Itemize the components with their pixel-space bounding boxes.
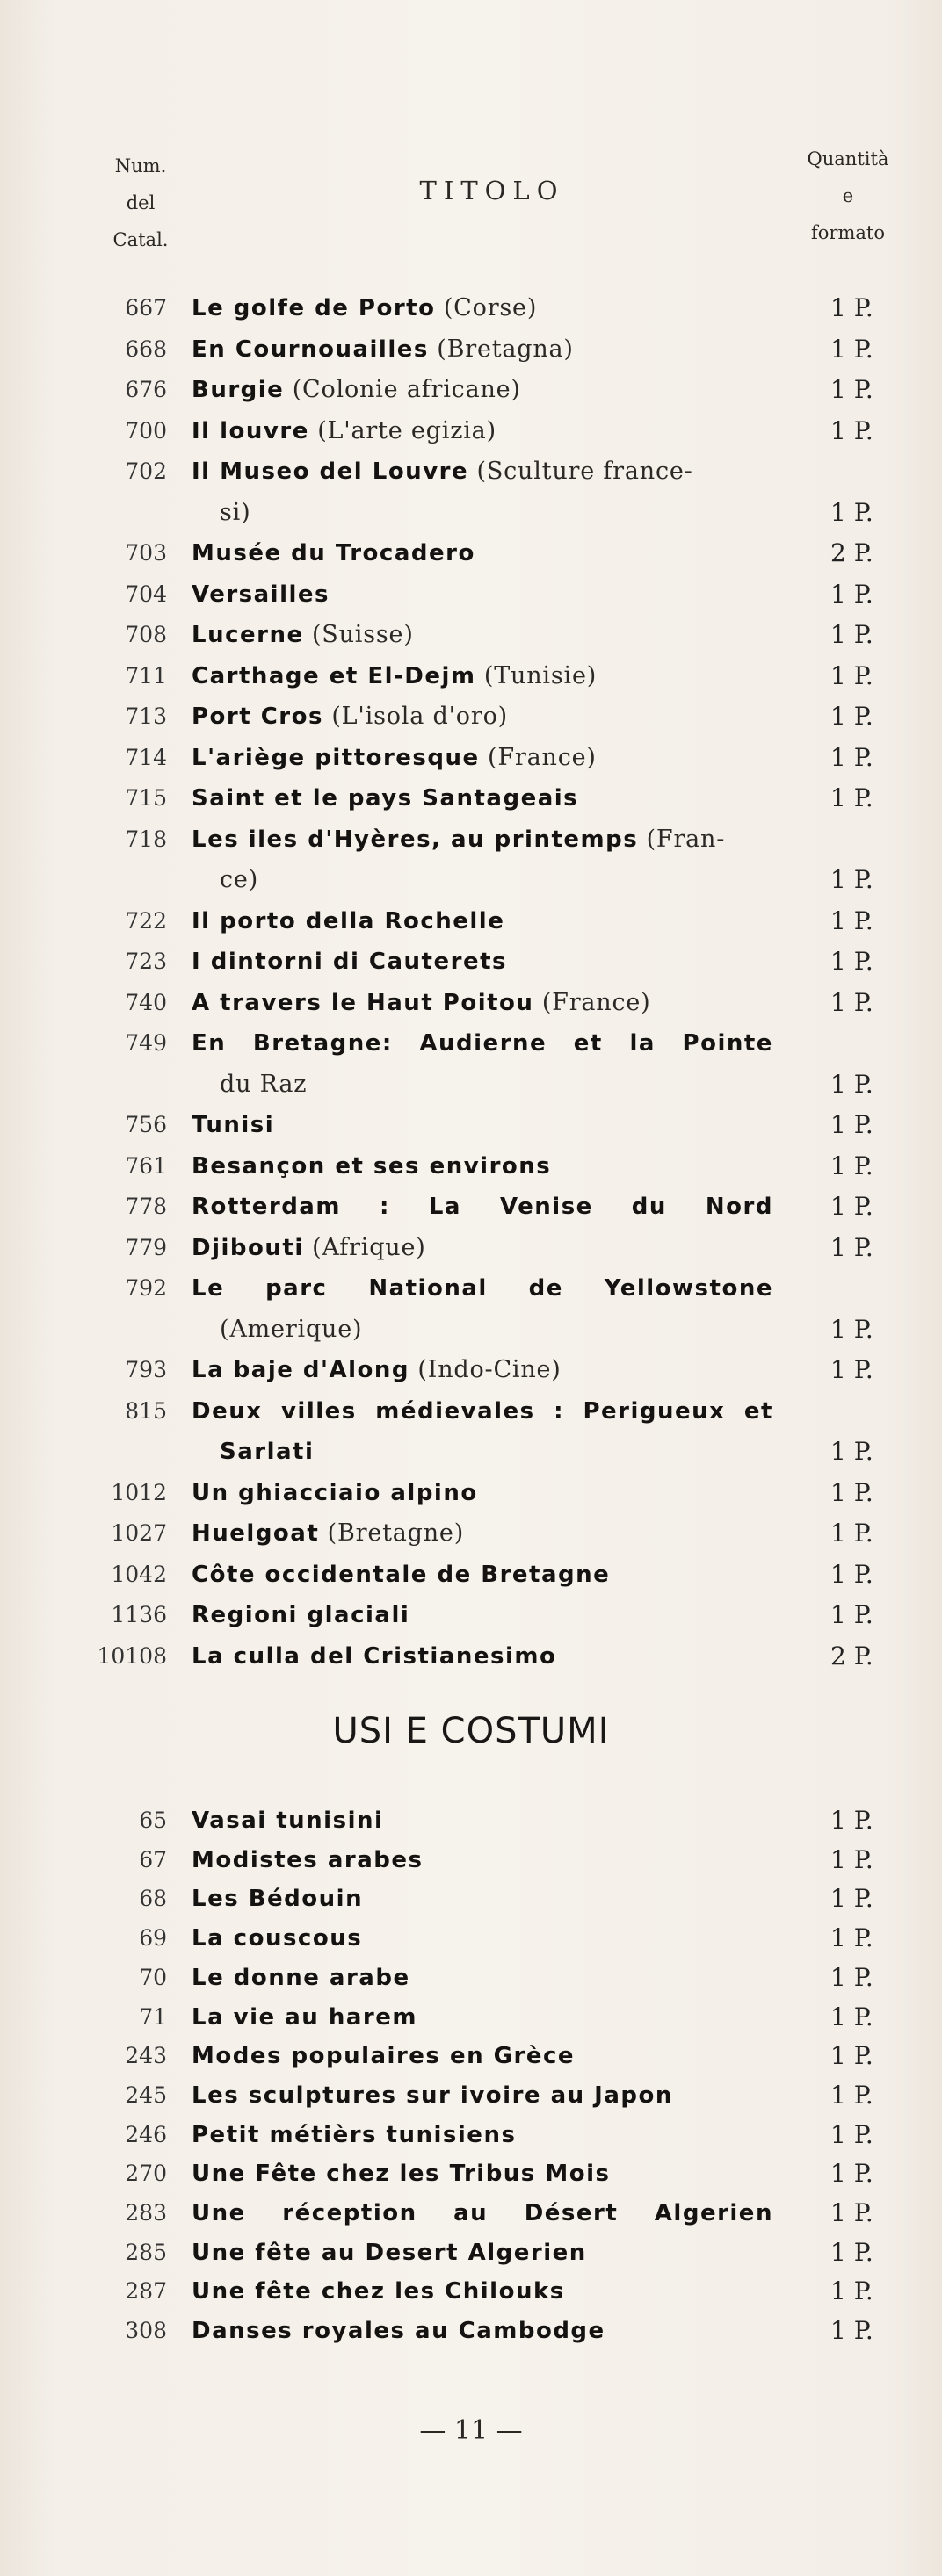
title-word: Pointe: [682, 1030, 773, 1057]
catalog-number: 761: [125, 1152, 167, 1179]
title-note: (Fran-: [638, 825, 726, 853]
item-title: [192, 2036, 575, 2076]
list-item: [0, 1432, 942, 1472]
item-title: [192, 1105, 274, 1145]
quantity: 1 P.: [830, 620, 873, 649]
title-text: Le donne arabe: [192, 1964, 410, 1991]
item-title: [192, 2311, 605, 2351]
title-note: (France): [479, 743, 597, 771]
catalog-number: 718: [125, 826, 167, 852]
list-item: [0, 1146, 942, 1187]
catalog-number: 287: [125, 2278, 167, 2305]
title-text: Petit métièrs tunisiens: [192, 2121, 517, 2148]
column-header-number: [88, 148, 193, 258]
title-text: La culla del Cristianesimo: [192, 1642, 557, 1670]
title-text: L'ariège pittoresque: [192, 744, 480, 771]
title-word: Rotterdam: [192, 1194, 341, 1220]
list-item: [0, 860, 942, 900]
title-note: (Corse): [435, 294, 538, 321]
title-text: Une fête chez les Chilouks: [192, 2278, 565, 2305]
title-word: :: [379, 1194, 390, 1220]
title-text: Saint et le pays Santageais: [192, 785, 579, 812]
catalog-number: 815: [125, 1397, 167, 1424]
title-text: Musée du Trocadero: [192, 540, 475, 566]
title-note: (Indo-Cine): [409, 1356, 562, 1383]
quantity: 1 P.: [830, 579, 873, 609]
catalog-number: 778: [125, 1194, 167, 1219]
quantity: 1 P.: [830, 1600, 873, 1629]
title-note: (Suisse): [303, 621, 414, 648]
item-title: [192, 656, 597, 696]
catalog-number: 1027: [111, 1520, 167, 1546]
catalog-number: 756: [125, 1112, 167, 1137]
title-text: A travers le Haut Poitou: [192, 989, 534, 1016]
list-item: [0, 2036, 942, 2076]
catalog-number: 243: [125, 2043, 167, 2069]
quantity: 2 P.: [830, 1641, 873, 1670]
item-title: [192, 819, 725, 860]
item-title: [192, 1918, 362, 1959]
title-word: et: [573, 1030, 603, 1057]
item-title: [192, 1350, 562, 1390]
catalog-number: 779: [125, 1234, 167, 1260]
list-item: [0, 1350, 942, 1390]
list-item: [0, 2271, 942, 2312]
quantity: 2 P.: [830, 538, 873, 567]
title-text: La couscous: [192, 1925, 363, 1952]
catalog-number: 715: [125, 785, 167, 811]
title-word: Audierne: [419, 1030, 547, 1057]
title-text: Regioni glaciali: [192, 1602, 410, 1628]
quantity: 1 P.: [830, 906, 873, 935]
title-word: réception: [282, 2200, 417, 2226]
title-text: Besançon et ses environs: [192, 1152, 552, 1180]
catalog-number: 270: [125, 2161, 167, 2187]
list-item: [0, 1064, 942, 1105]
title-word: En: [192, 1030, 227, 1057]
quantity: 1 P.: [830, 2159, 873, 2189]
title-note: (Sculture france-: [468, 458, 693, 485]
list-item: [0, 329, 942, 370]
catalog-number: 722: [125, 907, 167, 934]
list-item: [0, 1187, 942, 1227]
catalog-number: 792: [125, 1275, 167, 1301]
header-qty-line1: Quantità: [807, 148, 889, 170]
title-text: En Cournouailles: [192, 336, 429, 363]
quantity: 1 P.: [830, 865, 873, 894]
list-item: [0, 1636, 942, 1677]
list-item: [0, 901, 942, 942]
title-word: Algerien: [654, 2200, 773, 2226]
list-item: [0, 1473, 942, 1513]
title-word: National: [368, 1275, 488, 1302]
catalog-number: 723: [125, 949, 167, 974]
catalog-number: 676: [125, 377, 167, 402]
title-word: médievales: [375, 1397, 535, 1425]
catalog-number: 71: [139, 2003, 167, 2030]
title-text: Huelgoat: [192, 1520, 320, 1547]
quantity: 1 P.: [830, 660, 873, 690]
section-title: USI E COSTUMI: [332, 1711, 610, 1751]
catalog-number: 65: [139, 1808, 167, 1833]
list-item: [0, 493, 942, 533]
title-word: au: [453, 2200, 489, 2226]
quantity: 1 P.: [830, 2237, 873, 2267]
quantity: 1 P.: [830, 987, 873, 1017]
title-text: Une fête au Desert Algerien: [192, 2239, 587, 2266]
quantity: 1 P.: [830, 375, 873, 404]
item-title: [192, 1268, 773, 1309]
item-title: [192, 2271, 565, 2312]
list-item: [0, 451, 942, 492]
title-text: Les iles d'Hyères, au printemps: [192, 826, 639, 853]
title-text: Une Fête chez les Tribus Mois: [192, 2161, 611, 2188]
header-num-line1: Num.: [114, 155, 167, 177]
header-num-line2: del: [126, 192, 156, 213]
title-text: Danses royales au Cambodge: [192, 2318, 605, 2345]
quantity: 1 P.: [830, 2316, 873, 2346]
catalog-number: 708: [125, 622, 167, 647]
item-title: [192, 1555, 610, 1595]
catalog-number: 69: [139, 1925, 167, 1952]
title-note: (Afrique): [303, 1233, 426, 1261]
catalog-number: 793: [125, 1357, 167, 1382]
item-title: [192, 1840, 423, 1880]
title-text: I dintorni di Cauterets: [192, 949, 507, 975]
item-title: [192, 942, 507, 982]
list-item: [0, 942, 942, 982]
list-item: [0, 1023, 942, 1064]
title-word: la: [629, 1030, 656, 1057]
title-word: Le: [192, 1275, 225, 1302]
list-item: [0, 1918, 942, 1959]
title-word: parc: [265, 1275, 328, 1302]
catalog-number: 67: [139, 1846, 167, 1872]
catalog-number: 702: [125, 458, 167, 484]
item-title: [192, 1187, 773, 1227]
catalog-number: 1042: [111, 1561, 167, 1587]
quantity: 1 P.: [830, 1437, 873, 1466]
catalog-number: 700: [125, 417, 167, 444]
list-item: [0, 615, 942, 655]
title-text: Un ghiacciaio alpino: [192, 1479, 478, 1506]
list-item: [0, 696, 942, 737]
catalog-number: 246: [125, 2121, 167, 2147]
title-continuation: du Raz: [220, 1070, 308, 1098]
catalog-number: 714: [125, 744, 167, 770]
list-item: [0, 738, 942, 778]
title-note: (France): [533, 988, 651, 1016]
item-title: [192, 1595, 409, 1635]
list-item: [0, 1840, 942, 1880]
title-text: Carthage et El-Dejm: [192, 662, 476, 689]
quantity: 1 P.: [830, 2198, 873, 2227]
page-number: — 11 —: [419, 2415, 523, 2446]
quantity: 1 P.: [830, 1844, 873, 1874]
item-title: [192, 370, 521, 410]
catalog-number: 285: [125, 2239, 167, 2265]
catalog-number: 1012: [111, 1479, 167, 1505]
item-title: [192, 2075, 673, 2116]
list-item: [0, 2193, 942, 2233]
list-item: [0, 778, 942, 819]
column-header-title: TITOLO: [419, 176, 565, 206]
list-item: [0, 1958, 942, 1998]
catalog-number: 749: [125, 1030, 167, 1056]
title-text: La baje d'Along: [192, 1357, 410, 1383]
item-title: [192, 1958, 410, 1998]
title-word: Perigueux: [583, 1397, 726, 1425]
list-item: [0, 983, 942, 1023]
item-title: [192, 1146, 551, 1187]
title-continuation: (Amerique): [220, 1315, 363, 1343]
item-title: [192, 329, 574, 370]
list-item: [0, 1105, 942, 1145]
title-text: Djibouti: [192, 1234, 304, 1261]
title-text: Les sculptures sur ivoire au Japon: [192, 2082, 673, 2109]
item-title: [192, 696, 508, 737]
quantity: 1 P.: [830, 783, 873, 812]
quantity: 1 P.: [830, 1355, 873, 1384]
quantity: 1 P.: [830, 1069, 873, 1099]
item-title: [192, 2193, 773, 2233]
title-text: Vasai tunisini: [192, 1808, 384, 1834]
list-item: [0, 2115, 942, 2155]
catalog-number: 740: [125, 989, 167, 1015]
title-note: (L'arte egizia): [308, 416, 496, 444]
header-num-line3: Catal.: [112, 229, 169, 250]
title-word: :: [554, 1397, 565, 1425]
list-item: [0, 1228, 942, 1268]
title-word: villes: [280, 1397, 357, 1425]
catalog-number: 711: [125, 662, 167, 689]
item-title: [192, 1228, 426, 1268]
title-word: et: [743, 1397, 773, 1425]
list-item: [0, 2154, 942, 2194]
catalog-number: 667: [125, 295, 167, 321]
catalog-number: 10108: [97, 1642, 167, 1669]
title-text: Il louvre: [192, 417, 309, 444]
list-item: [0, 1879, 942, 1919]
title-text: Les Bédouin: [192, 1886, 364, 1913]
list-item: [0, 1997, 942, 2038]
quantity: 1 P.: [830, 1192, 873, 1221]
item-title: [192, 901, 504, 942]
quantity: 1 P.: [830, 334, 873, 364]
title-word: Une: [192, 2200, 246, 2226]
title-text: Il porto della Rochelle: [192, 907, 505, 934]
title-word: Nord: [705, 1194, 773, 1220]
quantity: 1 P.: [830, 1232, 873, 1262]
quantity: 1 P.: [830, 1477, 873, 1507]
quantity: 1 P.: [830, 1806, 873, 1835]
list-item: [0, 533, 942, 574]
header-qty-line2: e: [842, 185, 854, 206]
title-word: de: [528, 1275, 563, 1302]
title-text: La vie au harem: [192, 2003, 417, 2031]
quantity: 1 P.: [830, 1559, 873, 1589]
item-title: [192, 1800, 383, 1841]
title-word: La: [428, 1194, 461, 1220]
title-text: Modistes arabes: [192, 1846, 424, 1873]
item-title: [192, 1473, 478, 1513]
item-title: [192, 1636, 556, 1677]
quantity: 1 P.: [830, 947, 873, 976]
item-title: [192, 2154, 610, 2194]
quantity: 1 P.: [830, 293, 873, 322]
list-item: [0, 2311, 942, 2351]
catalog-number: 713: [125, 704, 167, 729]
title-word: Bretagne:: [252, 1030, 393, 1057]
title-note: (Bretagne): [319, 1519, 465, 1547]
quantity: 1 P.: [830, 1314, 873, 1344]
title-word: Yellowstone: [604, 1275, 773, 1302]
list-item: [0, 2233, 942, 2273]
quantity: 1 P.: [830, 497, 873, 527]
title-word: du: [631, 1194, 667, 1220]
title-note: (Tunisie): [475, 661, 598, 689]
item-title: [192, 533, 475, 574]
title-word: Désert: [524, 2200, 619, 2226]
title-text: Lucerne: [192, 622, 304, 648]
list-item: [0, 1595, 942, 1635]
item-title: [192, 1391, 773, 1432]
title-text: Le golfe de Porto: [192, 295, 436, 321]
item-title: [192, 1997, 417, 2038]
catalog-number: 704: [125, 581, 167, 607]
item-title: [192, 1513, 464, 1554]
title-continuation: ce): [220, 866, 259, 893]
quantity: 1 P.: [830, 1962, 873, 1992]
list-item: [0, 370, 942, 410]
item-title: [192, 615, 414, 655]
title-text: Versailles: [192, 581, 330, 608]
list-item: [0, 656, 942, 696]
title-note: (Colonie africane): [284, 376, 521, 403]
quantity: 1 P.: [830, 1110, 873, 1139]
title-continuation: si): [220, 498, 251, 526]
quantity: 1 P.: [830, 1151, 873, 1180]
quantity: 1 P.: [830, 2002, 873, 2031]
item-title: [192, 574, 330, 615]
title-note: (Bretagna): [428, 335, 574, 363]
catalog-number: 245: [125, 2082, 167, 2108]
title-word: Venise: [499, 1194, 593, 1220]
catalog-number: 68: [139, 1886, 167, 1912]
list-item: [0, 1391, 942, 1432]
quantity: 1 P.: [830, 1923, 873, 1953]
title-text: Port Cros: [192, 704, 323, 730]
list-item: [0, 288, 942, 328]
list-item: [0, 1513, 942, 1554]
quantity: 1 P.: [830, 2277, 873, 2306]
item-title: [192, 451, 693, 492]
quantity: 1 P.: [830, 415, 873, 445]
column-header-quantity: [773, 141, 923, 251]
catalog-number: 1136: [111, 1602, 167, 1627]
quantity: 1 P.: [830, 2080, 873, 2110]
list-item: [0, 411, 942, 451]
header-qty-line3: formato: [811, 222, 885, 243]
list-item: [0, 1555, 942, 1595]
item-title: [192, 411, 496, 451]
quantity: 1 P.: [830, 2119, 873, 2149]
title-word: Deux: [192, 1397, 263, 1425]
list-item: [0, 574, 942, 615]
item-title: [192, 1879, 363, 1919]
quantity: 1 P.: [830, 1519, 873, 1548]
item-title: [192, 778, 578, 819]
item-title: [192, 2233, 587, 2273]
quantity: 1 P.: [830, 742, 873, 772]
item-title: [192, 738, 597, 778]
quantity: 1 P.: [830, 1884, 873, 1914]
title-text: Tunisi: [192, 1112, 275, 1138]
list-item: [0, 819, 942, 860]
list-item: [0, 1310, 942, 1350]
item-title: [192, 288, 537, 328]
title-text: Côte occidentale de Bretagne: [192, 1561, 611, 1588]
list-item: [0, 1268, 942, 1309]
title-text: Modes populaires en Grèce: [192, 2043, 575, 2070]
catalog-number: 668: [125, 336, 167, 362]
item-title: [192, 983, 651, 1023]
catalog-number: 283: [125, 2200, 167, 2226]
list-item: [0, 2075, 942, 2116]
title-continuation: Sarlati: [220, 1439, 315, 1465]
title-text: Burgie: [192, 377, 285, 403]
catalog-number: 70: [139, 1964, 167, 1990]
quantity: 1 P.: [830, 2041, 873, 2071]
item-title: [192, 2115, 516, 2155]
title-text: Il Museo del Louvre: [192, 458, 469, 485]
catalog-number: 703: [125, 540, 167, 566]
list-item: [0, 1800, 942, 1841]
quantity: 1 P.: [830, 702, 873, 731]
item-title: [192, 1023, 773, 1064]
title-note: (L'isola d'oro): [322, 703, 508, 730]
catalog-number: 308: [125, 2318, 167, 2344]
